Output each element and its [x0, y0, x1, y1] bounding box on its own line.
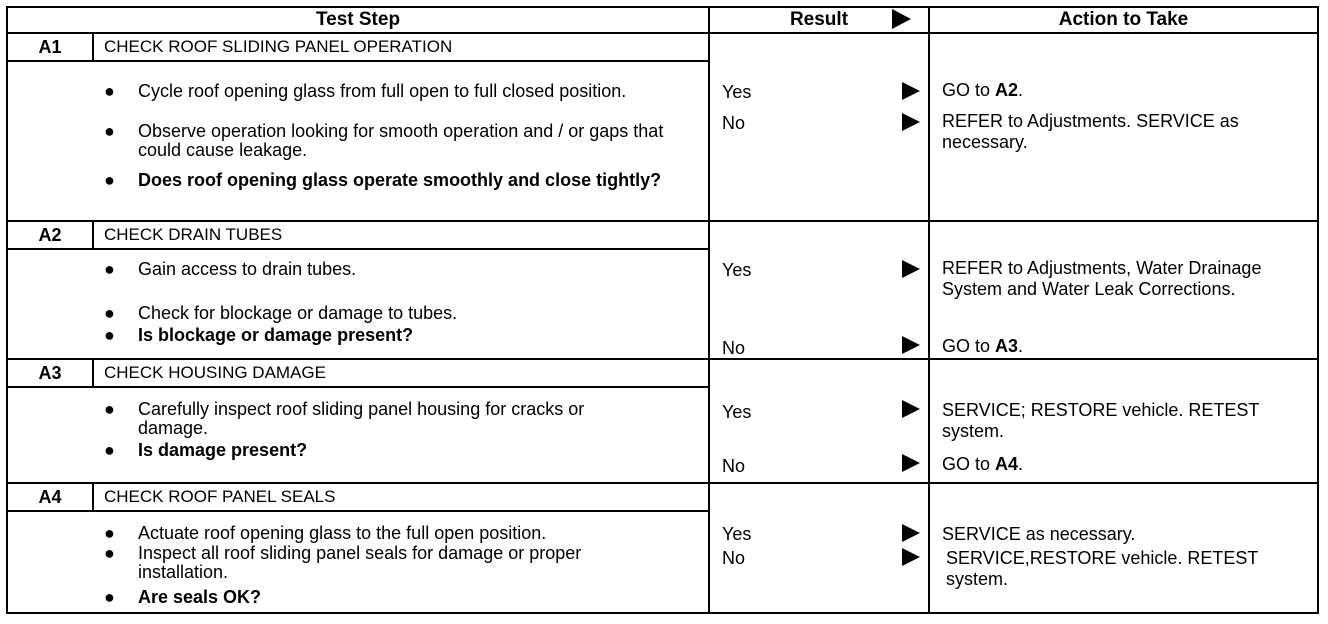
step-id: A1 [8, 34, 94, 62]
arrow-icon [902, 260, 920, 278]
action-text: SERVICE; RESTORE vehicle. RETEST system. [942, 400, 1260, 441]
bullet-text: Check for blockage or damage to tubes. [138, 303, 458, 323]
bullet-item [104, 399, 638, 438]
bullet-icon: ● [104, 523, 115, 543]
bullet-question: Is damage present? [138, 440, 308, 460]
header-test-step: Test Step [6, 6, 710, 34]
bullet-item [104, 121, 688, 160]
action-text: GO to A3. [942, 336, 1024, 356]
bullet-icon: ● [104, 303, 115, 323]
step-id: A4 [8, 484, 94, 512]
step-title: CHECK ROOF SLIDING PANEL OPERATION [94, 34, 710, 62]
result-yes: Yes [722, 524, 752, 544]
header-result: Result [708, 6, 930, 34]
arrow-icon [902, 400, 920, 418]
bullet-item [104, 543, 658, 582]
action-text: GO to A2. [942, 80, 1024, 100]
bullet-item [104, 325, 688, 345]
bullet-item [104, 259, 688, 279]
bullet-text: Observe operation looking for smooth operation and / or gaps that could cause leakage. [138, 121, 664, 160]
bullet-question: Is blockage or damage present? [138, 325, 414, 345]
bullet-item [104, 587, 658, 607]
bullet-text: Cycle roof opening glass from full open to full closed position. [138, 81, 627, 101]
step-section-a4 [6, 484, 1319, 614]
action-text: REFER to Adjustments, Water Drainage System and Water Leak Corrections. [942, 258, 1262, 299]
result-no: No [722, 456, 746, 476]
bullet-icon: ● [104, 543, 115, 563]
bullet-icon: ● [104, 170, 115, 190]
bullet-icon: ● [104, 440, 115, 460]
column-divider [928, 360, 930, 482]
bullet-icon: ● [104, 325, 115, 345]
bullet-text: Carefully inspect roof sliding panel housing for cracks or damage. [138, 399, 585, 438]
bullet-item [104, 81, 688, 101]
step-section-a1 [6, 34, 1319, 222]
result-no: No [722, 113, 746, 133]
bullet-text: Actuate roof opening glass to the full open position. [138, 523, 547, 543]
column-divider [928, 34, 930, 220]
arrow-icon [902, 548, 920, 566]
bullet-question: Does roof opening glass operate smoothly and close tightly? [138, 170, 662, 190]
step-title: CHECK ROOF PANEL SEALS [94, 484, 710, 512]
step-id: A2 [8, 222, 94, 250]
header-action: Action to Take [928, 6, 1319, 34]
bullet-icon: ● [104, 399, 115, 419]
action-text: SERVICE as necessary. [942, 524, 1136, 544]
bullet-item [104, 303, 688, 323]
arrow-icon [902, 454, 920, 472]
bullet-icon: ● [104, 121, 115, 141]
step-title: CHECK DRAIN TUBES [94, 222, 710, 250]
bullet-icon: ● [104, 81, 115, 101]
arrow-icon [902, 524, 920, 542]
bullet-text: Inspect all roof sliding panel seals for damage or proper installation. [138, 543, 582, 582]
bullet-item [104, 523, 698, 543]
arrow-icon [902, 82, 920, 100]
bullet-icon: ● [104, 587, 115, 607]
action-text: REFER to Adjustments. SERVICE as necessary. [942, 111, 1239, 152]
result-no: No [722, 548, 746, 568]
step-section-a3 [6, 360, 1319, 484]
bullet-text: Gain access to drain tubes. [138, 259, 357, 279]
bullet-icon: ● [104, 259, 115, 279]
result-yes: Yes [722, 260, 752, 280]
result-yes: Yes [722, 402, 752, 422]
action-text: GO to A4. [942, 454, 1024, 474]
action-text: SERVICE,RESTORE vehicle. RETEST system. [946, 548, 1259, 589]
column-divider [928, 484, 930, 612]
step-id: A3 [8, 360, 94, 388]
bullet-item [104, 170, 688, 190]
column-divider [928, 222, 930, 358]
step-title: CHECK HOUSING DAMAGE [94, 360, 710, 388]
arrow-icon [902, 113, 920, 131]
arrow-icon [902, 336, 920, 354]
step-section-a2 [6, 222, 1319, 360]
header-arrow-icon [892, 9, 911, 29]
bullet-question: Are seals OK? [138, 587, 262, 607]
bullet-item [104, 440, 638, 460]
result-yes: Yes [722, 82, 752, 102]
result-no: No [722, 338, 746, 358]
